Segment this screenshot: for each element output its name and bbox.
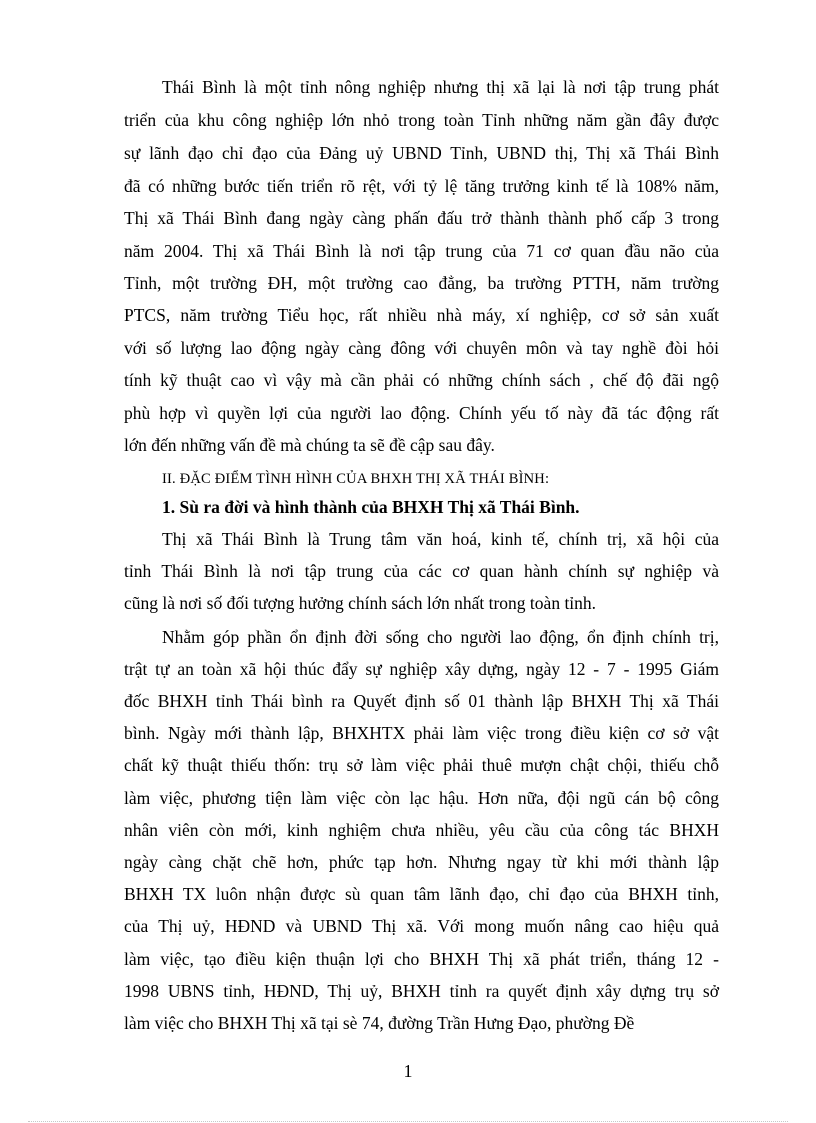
paragraph-3-line-2: trật tự an toàn xã hội thúc đẩy sự nghiệp xây dựng, ngày 12 - 7 - 1995 Giám <box>124 659 719 679</box>
paragraph-1-line-10: tính kỹ thuật cao vì vậy mà cần phải có những chính sách , chế độ đãi ngộ <box>124 370 719 390</box>
paragraph-3-line-4: bình. Ngày mới thành lập, BHXHTX phải làm việc trong điều kiện cơ sở vật <box>124 723 719 743</box>
paragraph-1-line-6: năm 2004. Thị xã Thái Bình là nơi tập trung của 71 cơ quan đầu não của <box>124 241 719 261</box>
paragraph-3-line-9: BHXH TX luôn nhận được sù quan tâm lãnh đạo, chỉ đạo của BHXH tỉnh, <box>124 884 719 904</box>
paragraph-3-line-10: của Thị uỷ, HĐND và UBND Thị xã. Với mong muốn nâng cao hiệu quả <box>124 916 719 936</box>
paragraph-3-line-5: chất kỹ thuật thiếu thốn: trụ sở làm việc phải thuê mượn chật chội, thiếu chỗ <box>124 755 719 775</box>
section-heading: II. ĐẶC ĐIỂM TÌNH HÌNH CỦA BHXH THỊ XÃ THÁI BÌNH: <box>162 471 550 487</box>
page-break-divider <box>28 1121 788 1122</box>
paragraph-1-line-5: Thị xã Thái Bình đang ngày càng phấn đấu trở thành thành phố cấp 3 trong <box>124 208 719 228</box>
paragraph-1-line-9: với số lượng lao động ngày càng đông với chuyên môn và tay nghề đòi hỏi <box>124 338 719 358</box>
paragraph-3-line-3: đốc BHXH tỉnh Thái bình ra Quyết định số 01 thành lập BHXH Thị xã Thái <box>124 691 719 711</box>
paragraph-1-line-7: Tỉnh, một trường ĐH, một trường cao đẳng, ba trường PTTH, năm trường <box>124 273 719 293</box>
paragraph-1-line-11: phù hợp vì quyền lợi của người lao động. Chính yếu tố này đã tác động rất <box>124 403 719 423</box>
paragraph-3-line-8: ngày càng chặt chẽ hơn, phức tạp hơn. Nhưng ngay từ khi mới thành lập <box>124 852 719 872</box>
paragraph-3-line-7: nhân viên còn mới, kinh nghiệm chưa nhiều, yêu cầu của công tác BHXH <box>124 820 719 840</box>
subsection-heading: 1. Sù ra đời và hình thành của BHXH Thị xã Thái Bình. <box>162 497 580 517</box>
paragraph-1-line-2: triển của khu công nghiệp lớn nhỏ trong toàn Tỉnh những năm gần đây được <box>124 110 719 130</box>
paragraph-2-line-1: Thị xã Thái Bình là Trung tâm văn hoá, kinh tế, chính trị, xã hội của <box>162 529 719 549</box>
paragraph-1-line-1: Thái Bình là một tỉnh nông nghiệp nhưng thị xã lại là nơi tập trung phát <box>162 77 719 97</box>
paragraph-3-line-13: làm việc cho BHXH Thị xã tại sè 74, đường Trần Hưng Đạo, phường Đề <box>124 1013 635 1033</box>
paragraph-3-line-11: làm việc, tạo điều kiện thuận lợi cho BHXH Thị xã phát triển, tháng 12 - <box>124 949 719 969</box>
paragraph-3-line-6: làm việc, phương tiện làm việc còn lạc hậu. Hơn nữa, đội ngũ cán bộ công <box>124 788 719 808</box>
paragraph-3-line-1: Nhằm góp phần ổn định đời sống cho người lao động, ổn định chính trị, <box>162 627 719 647</box>
page-number: 1 <box>403 1061 413 1081</box>
paragraph-1-line-4: đã có những bước tiến triển rõ rệt, với tỷ lệ tăng trưởng kinh tế là 108% năm, <box>124 176 719 196</box>
paragraph-1-line-12: lớn đến những vấn đề mà chúng ta sẽ đề cập sau đây. <box>124 435 495 455</box>
paragraph-3-line-12: 1998 UBNS tỉnh, HĐND, Thị uỷ, BHXH tỉnh ra quyết định xây dựng trụ sở <box>124 981 719 1001</box>
paragraph-1-line-8: PTCS, năm trường Tiểu học, rất nhiều nhà máy, xí nghiệp, cơ sở sản xuất <box>124 305 719 325</box>
paragraph-2-line-3: cũng là nơi số đối tượng hưởng chính sách lớn nhất trong toàn tỉnh. <box>124 593 597 613</box>
paragraph-1-line-3: sự lãnh đạo chỉ đạo của Đảng uỷ UBND Tỉnh, UBND thị, Thị xã Thái Bình <box>124 143 719 163</box>
paragraph-2-line-2: tỉnh Thái Bình là nơi tập trung của các cơ quan hành chính sự nghiệp và <box>124 561 719 581</box>
